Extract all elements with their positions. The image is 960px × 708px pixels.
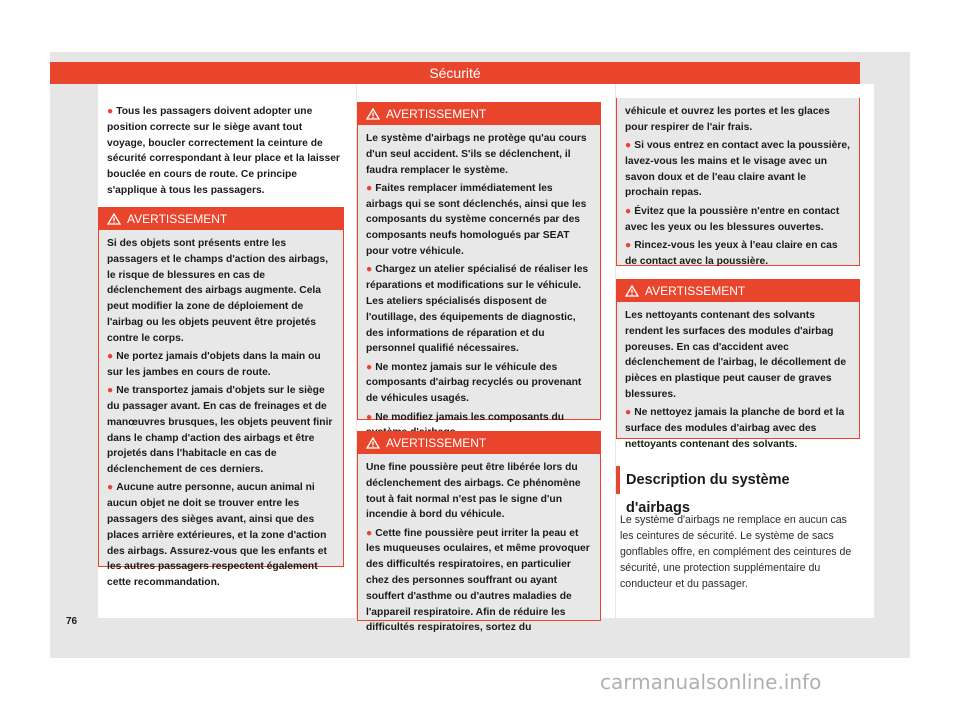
warning-bullet: ● Ne nettoyez jamais la planche de bord et la surface des modules d'airbag avec des nettoyants contenant des solvants. bbox=[625, 407, 845, 450]
warning-text: Le système d'airbags ne protège qu'au cours d'un seul accident. S'ils se déclenchent, il faudra remplacer le système. bbox=[366, 133, 587, 176]
warning-bullet: ● Ne montez jamais sur le véhicule des composants d'airbag recyclés ou provenant de véhicules usagés. bbox=[366, 361, 582, 405]
warning-bullet: ● Si vous entrez en contact avec la poussière, lavez-vous les mains et le visage avec un savon doux et de l'eau claire avant le prochain repas. bbox=[625, 140, 850, 199]
warning-triangle-icon bbox=[625, 285, 639, 297]
continuation-text: véhicule et ouvrez les portes et les glaces pour respirer de l'air frais. bbox=[625, 106, 830, 133]
warning-title: AVERTISSEMENT bbox=[645, 284, 746, 298]
warning-box-col2-1 bbox=[357, 102, 601, 423]
description-paragraph: Le système d'airbags ne remplace en aucun cas les ceintures de sécurité. Le système de sacs gonflables offre, en complément des ceintures de sécurité, une protection supplémentaire du conducteur et du passager. bbox=[620, 514, 852, 590]
warning-body bbox=[99, 230, 343, 600]
warning-bullet: ● Ne transportez jamais d'objets sur le siège du passager avant. En cas de freinages et de manœuvres brusques, les objets peuvent finir dans le champ d'action des airbags et être projetés dans l'habitacle en cas de déclenchement de ces derniers. bbox=[107, 385, 333, 476]
page-number: 76 bbox=[66, 616, 78, 627]
warning-body bbox=[617, 98, 859, 278]
warning-triangle-icon bbox=[366, 108, 380, 120]
warning-header bbox=[617, 280, 859, 302]
warning-bullet: ● Aucune autre personne, aucun animal ni aucun objet ne doit se trouver entre les passagers des sièges avant, ainsi que des places arrière extérieures, et la zone d'action des airbags. Assurez-vous que les enfants et les autres passagers respectent également cette recommandation. bbox=[107, 482, 327, 589]
warning-text: Si des objets sont présents entre les passagers et le champs d'action des airbags, le risque de blessures en cas de déclenchement des airbags augmente. Cela peut modifier la zone de déploiement de l'airbag ou les objets peuvent être projetés contre le corps. bbox=[107, 238, 329, 344]
warning-text: Les nettoyants contenant des solvants rendent les surfaces des modules d'airbag poreuses. En cas d'accident avec déclenchement de l'airbag, le décollement de pièces en plastique peut causer de graves blessures. bbox=[625, 310, 847, 400]
warning-box-col3 bbox=[616, 279, 860, 450]
warning-title: AVERTISSEMENT bbox=[386, 107, 487, 121]
section-header: Sécurité bbox=[50, 62, 860, 84]
warning-triangle-icon bbox=[107, 213, 121, 225]
warning-bullet: ● Faites remplacer immédiatement les airbags qui se sont déclenchés, ainsi que les composants du système concernés par des composants neufs homologués par SEAT pour votre véhicule. bbox=[366, 182, 587, 258]
warning-text: Une fine poussière peut être libérée lors du déclenchement des airbags. Ce phénomène tout à fait normal n'est pas le signe d'un incendie à bord du véhicule. bbox=[366, 462, 581, 521]
warning-box-col2-2 bbox=[357, 431, 601, 634]
intro-text: Tous les passagers doivent adopter une position correcte sur le siège avant tout voyage, boucler correctement la ceinture de sécurité correspondant à leur place et la laisser bouclée en cours de route. Ce principe s'applique à tous les passagers. bbox=[107, 106, 340, 196]
warning-header bbox=[358, 432, 600, 454]
warning-body bbox=[358, 125, 600, 450]
warning-title: AVERTISSEMENT bbox=[386, 436, 487, 450]
watermark: carmanualsonline.info bbox=[600, 670, 822, 694]
warning-header bbox=[99, 208, 343, 230]
warning-body bbox=[617, 302, 859, 461]
warning-header bbox=[358, 103, 600, 125]
warning-continuation-box bbox=[616, 98, 860, 266]
warning-bullet: ● Évitez que la poussière n'entre en contact avec les yeux ou les blessures ouvertes. bbox=[625, 205, 840, 233]
intro-paragraph bbox=[107, 104, 343, 199]
section-title: Description du système d'airbags bbox=[616, 466, 856, 494]
warning-body bbox=[358, 454, 600, 645]
warning-bullet: ● Chargez un atelier spécialisé de réaliser les réparations et modifications sur le véhicule. Les ateliers spécialisés disposent de l'outillage, des équipements de diagnostic, des informations de réparation et du personnel qualifié nécessaires. bbox=[366, 264, 589, 355]
warning-triangle-icon bbox=[366, 437, 380, 449]
warning-title: AVERTISSEMENT bbox=[127, 212, 228, 226]
warning-bullet: ● Rincez-vous les yeux à l'eau claire en cas de contact avec la poussière. bbox=[625, 239, 838, 267]
warning-bullet: ● Ne modifiez jamais les composants du bbox=[366, 411, 565, 423]
warning-bullet: ● Cette fine poussière peut irriter la peau et les muqueuses oculaires, et même provoquer des difficultés respiratoires, en particulier chez des personnes souffrant ou ayant souffert d'asthme ou d'autres maladies de l'appareil respiratoire. Afin de réduire les difficultés respiratoires, sortez du bbox=[366, 527, 590, 634]
warning-box-col1 bbox=[98, 207, 344, 589]
warning-bullet: ● Ne portez jamais d'objets dans la main ou sur les jambes en cours de route. bbox=[107, 351, 321, 378]
bullet-icon: ● bbox=[107, 106, 114, 117]
